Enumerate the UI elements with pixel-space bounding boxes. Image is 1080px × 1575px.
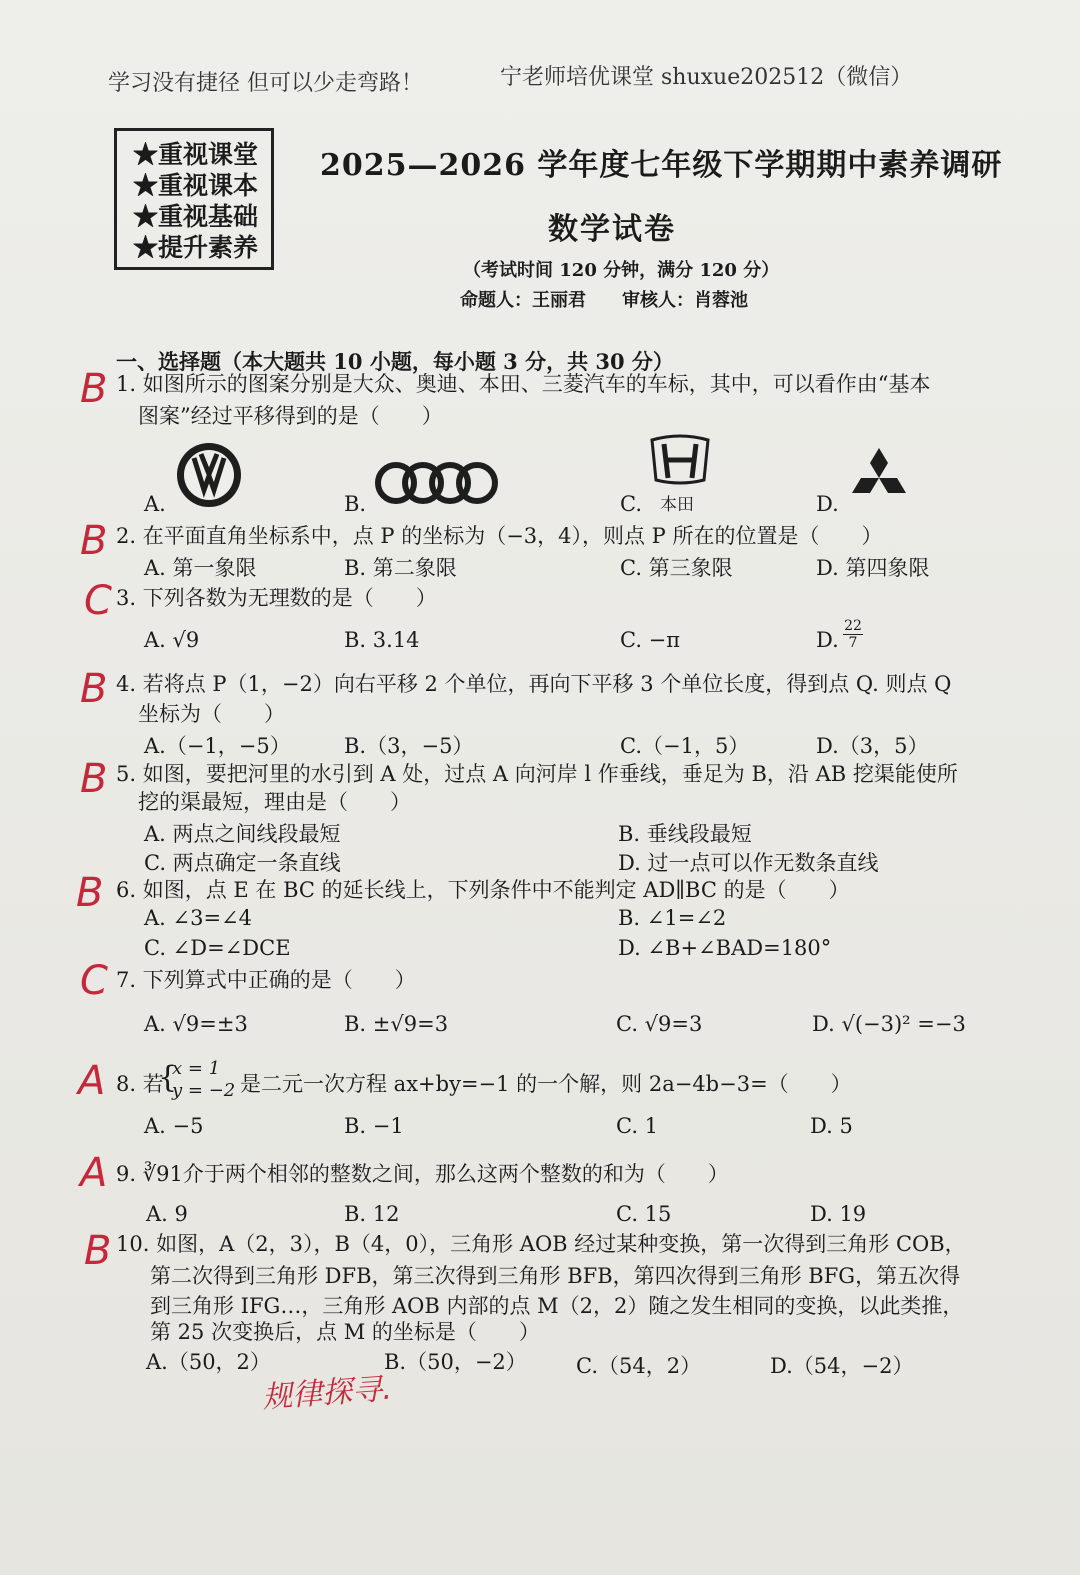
question-10-text: 到三角形 IFG…，三角形 AOB 内部的点 M（2，2）随之发生相同的变换，以此类推， xyxy=(150,1294,964,1318)
answer-mark: B xyxy=(80,756,108,802)
question-9-text: 9. ∛91介于两个相邻的整数之间，那么这两个整数的和为（ ） xyxy=(116,1162,729,1186)
option-a: A.（50，2） xyxy=(146,1350,271,1374)
option-c: C.（−1，5） xyxy=(620,734,750,758)
option-b: B. 3.14 xyxy=(344,628,420,652)
option-b: B. ±√9=3 xyxy=(344,1012,449,1036)
answer-mark: B xyxy=(80,518,108,564)
option-d: D. ∠B+∠BAD=180° xyxy=(618,936,832,960)
option-d: D. √(−3)² =−3 xyxy=(812,1012,966,1036)
option-d: D.（54，−2） xyxy=(770,1354,914,1378)
option-b: B. −1 xyxy=(344,1114,404,1138)
option-a: A. xyxy=(144,492,166,516)
option-c: C. 15 xyxy=(616,1202,672,1226)
question-3-text: 3. 下列各数为无理数的是（ ） xyxy=(116,586,437,610)
answer-mark: B xyxy=(80,666,108,712)
question-5-text: 5. 如图，要把河里的水引到 A 处，过点 A 向河岸 l 作垂线，垂足为 B，沿 AB 挖渠能使所 xyxy=(116,762,958,786)
option-c: C. ∠D=∠DCE xyxy=(144,936,291,960)
question-1-text: 图案”经过平移得到的是（ ） xyxy=(138,404,443,428)
question-10-text: 第二次得到三角形 DFB，第三次得到三角形 BFB，第四次得到三角形 BFG，第五次得 xyxy=(150,1264,961,1288)
motto-line: ★重视基础 xyxy=(133,202,259,231)
option-c: C. −π xyxy=(620,628,681,652)
motto-line: ★提升素养 xyxy=(133,233,259,262)
vw-logo-icon xyxy=(174,440,244,510)
option-a: A. 第一象限 xyxy=(144,556,257,580)
honda-logo-icon xyxy=(646,434,714,486)
option-d: D.（3，5） xyxy=(816,734,929,758)
equation-line: x = 1 xyxy=(172,1058,221,1079)
motto-line: ★重视课本 xyxy=(133,171,259,200)
motto-box xyxy=(114,128,274,270)
fraction xyxy=(843,618,863,651)
header-contact: 宁老师培优课堂 shuxue202512（微信） xyxy=(500,65,913,90)
option-a: A. √9 xyxy=(144,628,200,652)
fraction-numerator: 22 xyxy=(844,618,862,634)
equation-line: y = −2 xyxy=(172,1080,236,1101)
option-c: C. √9=3 xyxy=(616,1012,703,1036)
option-d: D. xyxy=(816,628,839,652)
option-d: D. 过一点可以作无数条直线 xyxy=(618,851,879,875)
option-b: B. 垂线段最短 xyxy=(618,822,752,846)
question-8-text: 是二元一次方程 ax+by=−1 的一个解，则 2a−4b−3=（ ） xyxy=(240,1072,852,1096)
option-a: A. 两点之间线段最短 xyxy=(144,822,341,846)
option-d: D. 5 xyxy=(810,1114,853,1138)
exam-subtitle: 数学试卷 xyxy=(548,212,676,247)
question-1-text: 1. 如图所示的图案分别是大众、奥迪、本田、三菱汽车的车标，其中，可以看作由“基本 xyxy=(116,372,931,396)
option-a: A. −5 xyxy=(144,1114,204,1138)
option-a: A. 9 xyxy=(146,1202,188,1226)
option-b: B. xyxy=(344,492,367,516)
question-10-text: 10. 如图，A（2，3），B（4，0），三角形 AOB 经过某种变换，第一次得到三角形 COB， xyxy=(116,1232,966,1256)
question-6-text: 6. 如图，点 E 在 BC 的延长线上，下列条件中不能判定 AD∥BC 的是（ ） xyxy=(116,878,850,902)
option-b: B.（3，−5） xyxy=(344,734,474,758)
option-b: B. 12 xyxy=(344,1202,400,1226)
answer-mark: A xyxy=(78,1058,106,1104)
question-10-text: 第 25 次变换后，点 M 的坐标是（ ） xyxy=(150,1320,540,1344)
option-c: C. 1 xyxy=(616,1114,659,1138)
answer-mark: C xyxy=(80,958,108,1004)
question-2-text: 2. 在平面直角坐标系中，点 P 的坐标为（−3，4），则点 P 所在的位置是（ ） xyxy=(116,524,883,548)
option-a: A. √9=±3 xyxy=(144,1012,248,1036)
answer-mark: B xyxy=(76,870,104,916)
option-d: D. 第四象限 xyxy=(816,556,930,580)
option-c: C. 两点确定一条直线 xyxy=(144,851,341,875)
header-motto: 学习没有捷径 但可以少走弯路！ xyxy=(108,71,423,96)
mitsubishi-logo-icon xyxy=(846,446,912,504)
question-7-text: 7. 下列算式中正确的是（ ） xyxy=(116,968,416,992)
option-d: D. 19 xyxy=(810,1202,867,1226)
option-b: B.（50，−2） xyxy=(384,1350,527,1374)
question-4-text: 4. 若将点 P（1，−2）向右平移 2 个单位，再向下平移 3 个单位长度，得到点 Q. 则点 Q xyxy=(116,672,952,696)
honda-label: 本田 xyxy=(660,495,694,515)
option-b: B. ∠1=∠2 xyxy=(618,906,727,930)
handwritten-note: 规律探寻. xyxy=(261,1371,393,1416)
option-d: D. xyxy=(816,492,839,516)
exam-info: （考试时间 120 分钟，满分 120 分） xyxy=(463,260,780,281)
option-c: C. xyxy=(620,492,642,516)
option-c: C.（54，2） xyxy=(576,1354,702,1378)
motto-line: ★重视课堂 xyxy=(133,140,259,169)
question-8-prefix: 8. 若 xyxy=(116,1072,164,1096)
fraction-denominator: 7 xyxy=(848,635,858,651)
option-c: C. 第三象限 xyxy=(620,556,733,580)
answer-mark: C xyxy=(84,578,112,624)
option-a: A. ∠3=∠4 xyxy=(144,906,253,930)
option-a: A.（−1，−5） xyxy=(144,734,291,758)
equation-system xyxy=(172,1058,235,1102)
answer-mark: B xyxy=(80,366,108,412)
section-heading: 一、选择题（本大题共 10 小题，每小题 3 分，共 30 分） xyxy=(116,349,674,374)
question-5-text: 挖的渠最短，理由是（ ） xyxy=(138,790,411,814)
equation-brace: { xyxy=(158,1060,178,1095)
audi-logo-icon xyxy=(374,460,500,506)
exam-title: 2025—2026 学年度七年级下学期期中素养调研 xyxy=(320,148,1003,183)
question-4-text: 坐标为（ ） xyxy=(138,702,285,726)
exam-authors: 命题人：王丽君 审核人：肖蓉池 xyxy=(460,290,748,311)
option-b: B. 第二象限 xyxy=(344,556,457,580)
answer-mark: B xyxy=(84,1228,112,1274)
answer-mark: A xyxy=(80,1150,108,1196)
